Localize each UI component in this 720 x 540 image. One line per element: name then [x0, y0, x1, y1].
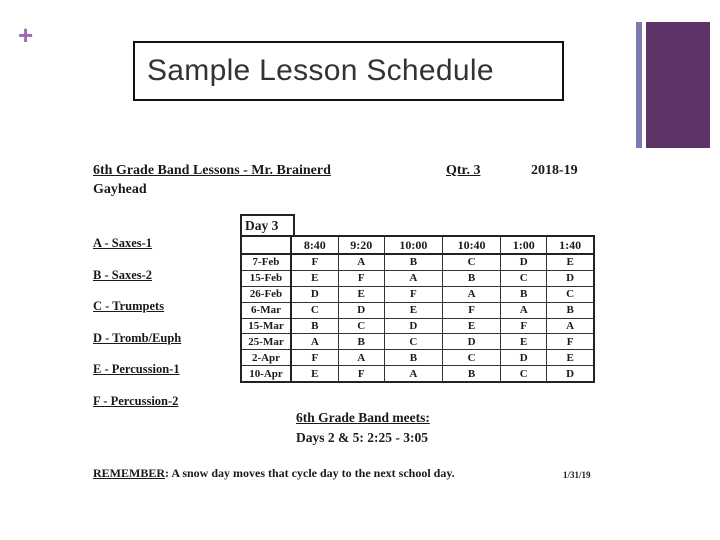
group-letter-cell: C	[501, 270, 547, 286]
group-item: E - Percussion-1	[93, 362, 180, 376]
doc-school: Gayhead	[93, 182, 147, 197]
group-item: D - Tromb/Euph	[93, 331, 182, 345]
row-date-cell: 10-Apr	[241, 366, 291, 382]
row-date-cell: 15-Mar	[241, 318, 291, 334]
group-letter-cell: D	[501, 254, 547, 270]
remember-label: REMEMBER	[93, 466, 165, 480]
group-letter-cell: D	[338, 302, 384, 318]
slide-title: Sample Lesson Schedule	[133, 41, 564, 101]
accent-bar-thin	[636, 22, 642, 148]
group-letter-cell: E	[547, 254, 594, 270]
table-header-row	[241, 236, 594, 254]
table-row	[241, 302, 594, 318]
group-letter-cell: F	[291, 254, 338, 270]
day-label: Day 3	[240, 214, 295, 236]
group-letter-cell: D	[384, 318, 442, 334]
group-letter-cell: B	[291, 318, 338, 334]
doc-quarter: Qtr. 3	[446, 163, 481, 178]
table-body	[241, 254, 594, 382]
group-letter-cell: F	[338, 270, 384, 286]
group-letter-cell: F	[547, 334, 594, 350]
table-row	[241, 286, 594, 302]
remember-note	[93, 466, 455, 481]
group-letter-cell: C	[501, 366, 547, 382]
group-letter-cell: A	[338, 350, 384, 366]
row-date-cell: 6-Mar	[241, 302, 291, 318]
group-item: F - Percussion-2	[93, 394, 179, 408]
row-date-cell: 26-Feb	[241, 286, 291, 302]
group-item: A - Saxes-1	[93, 236, 153, 250]
group-letter-cell: D	[501, 350, 547, 366]
table-row	[241, 366, 594, 382]
group-letter-cell: B	[338, 334, 384, 350]
group-letter-cell: F	[442, 302, 500, 318]
group-letter-cell: A	[338, 254, 384, 270]
accent-bar-thick	[646, 22, 710, 148]
group-letter-cell: F	[338, 366, 384, 382]
table-row	[241, 318, 594, 334]
group-letter-cell: D	[291, 286, 338, 302]
group-item: C - Trumpets	[93, 299, 165, 313]
group-letter-cell: A	[501, 302, 547, 318]
group-letter-cell: B	[384, 254, 442, 270]
time-header: 8:40	[291, 236, 338, 254]
group-letter-cell: D	[547, 270, 594, 286]
remember-text: : A snow day moves that cycle day to the next school day.	[165, 466, 455, 480]
lesson-schedule-table	[240, 235, 595, 383]
group-letter-cell: E	[442, 318, 500, 334]
time-header: 1:40	[547, 236, 594, 254]
group-letter-cell: A	[291, 334, 338, 350]
table-header-blank	[241, 236, 291, 254]
table-row	[241, 270, 594, 286]
doc-header-title: 6th Grade Band Lessons - Mr. Brainerd	[93, 163, 331, 178]
table-row	[241, 350, 594, 366]
group-letter-cell: A	[384, 270, 442, 286]
group-letter-cell: F	[291, 350, 338, 366]
group-letter-cell: B	[442, 270, 500, 286]
group-letter-cell: D	[547, 366, 594, 382]
row-date-cell: 2-Apr	[241, 350, 291, 366]
plus-bullet-icon: +	[18, 20, 34, 50]
group-letter-cell: F	[384, 286, 442, 302]
group-letter-cell: C	[384, 334, 442, 350]
date-stamp: 1/31/19	[563, 470, 591, 480]
group-letter-cell: C	[442, 254, 500, 270]
group-letter-cell: C	[291, 302, 338, 318]
group-letter-cell: B	[501, 286, 547, 302]
meets-title: 6th Grade Band meets:	[296, 410, 430, 425]
group-letter-cell: C	[338, 318, 384, 334]
group-letter-cell: C	[442, 350, 500, 366]
group-letter-cell: A	[442, 286, 500, 302]
time-header: 10:00	[384, 236, 442, 254]
group-item: B - Saxes-2	[93, 268, 153, 282]
time-header: 1:00	[501, 236, 547, 254]
group-letter-cell: E	[291, 270, 338, 286]
group-letter-cell: A	[547, 318, 594, 334]
row-date-cell: 7-Feb	[241, 254, 291, 270]
group-letter-cell: E	[547, 350, 594, 366]
row-date-cell: 15-Feb	[241, 270, 291, 286]
time-header: 10:40	[442, 236, 500, 254]
group-letter-cell: B	[547, 302, 594, 318]
meets-detail: Days 2 & 5: 2:25 - 3:05	[296, 430, 428, 445]
group-letter-cell: E	[338, 286, 384, 302]
group-letter-cell: A	[384, 366, 442, 382]
group-letter-cell: B	[442, 366, 500, 382]
table-row	[241, 334, 594, 350]
group-letter-cell: E	[384, 302, 442, 318]
group-letter-cell: E	[291, 366, 338, 382]
time-header: 9:20	[338, 236, 384, 254]
group-letter-cell: B	[384, 350, 442, 366]
group-letter-cell: F	[501, 318, 547, 334]
table-row	[241, 254, 594, 270]
group-letter-cell: D	[442, 334, 500, 350]
doc-year: 2018-19	[531, 163, 578, 178]
row-date-cell: 25-Mar	[241, 334, 291, 350]
group-letter-cell: E	[501, 334, 547, 350]
group-letter-cell: C	[547, 286, 594, 302]
